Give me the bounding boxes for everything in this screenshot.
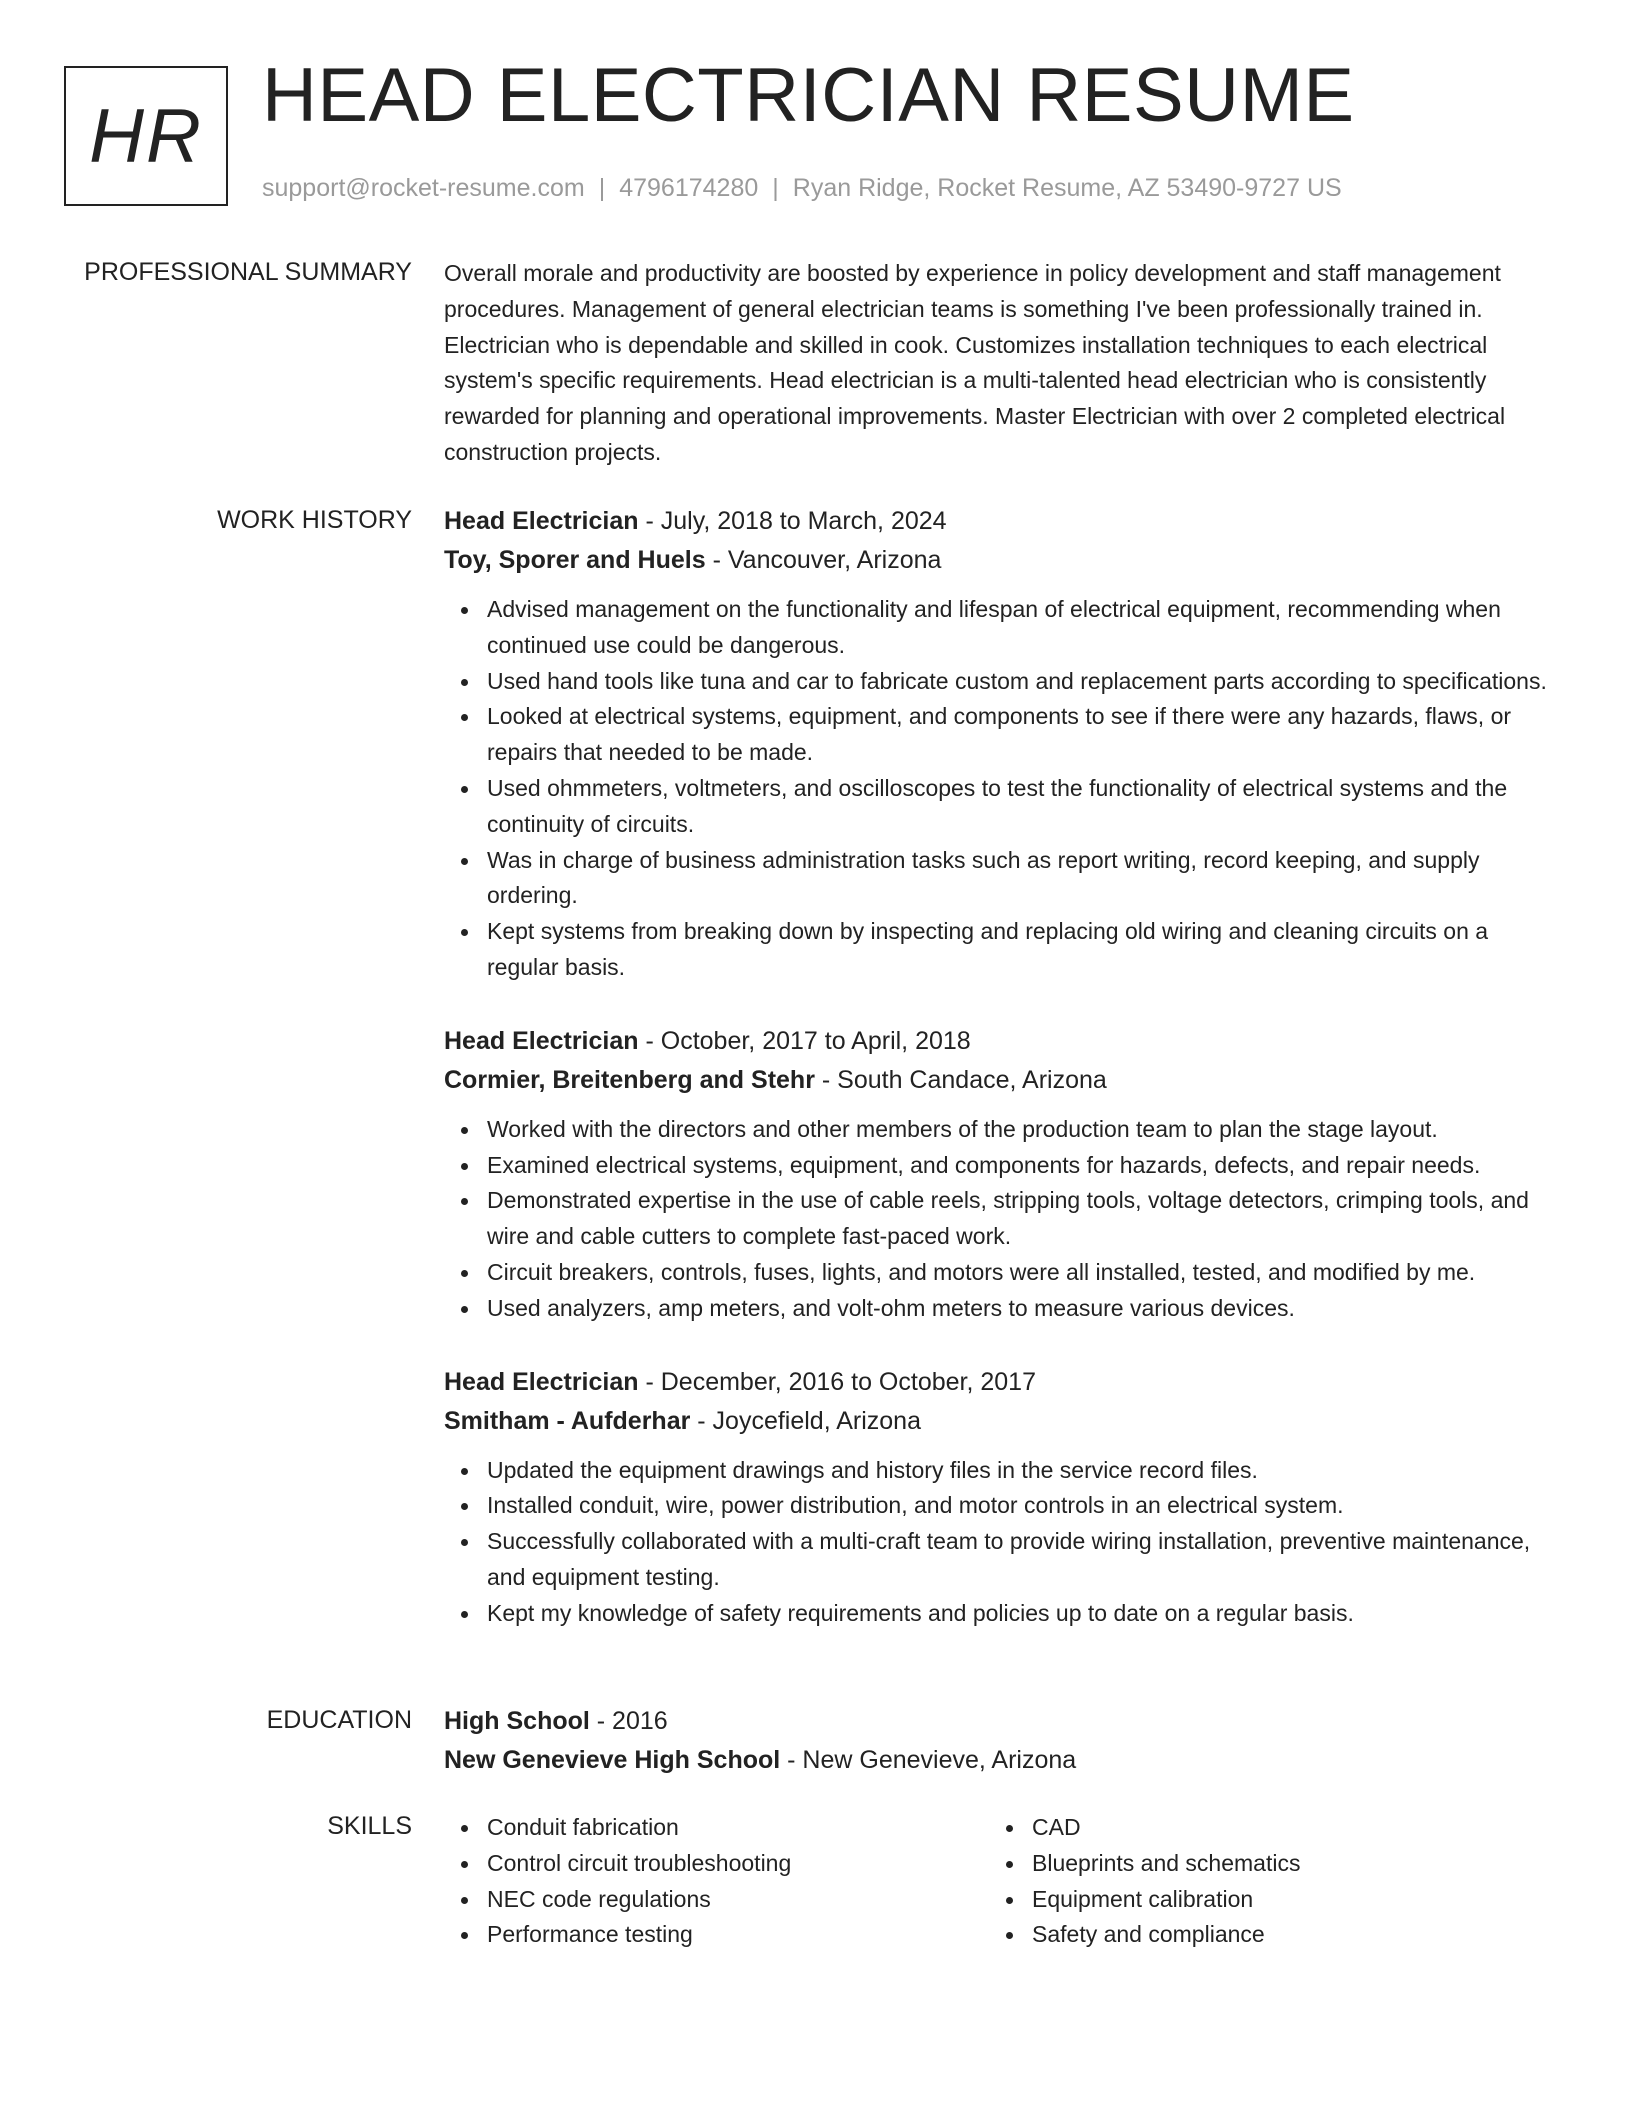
job-dates: - July, 2018 to March, 2024 (638, 507, 947, 535)
job-title-line (444, 1022, 1564, 1061)
summary-body (444, 256, 1564, 471)
skill-item: Blueprints and schematics (1032, 1846, 1534, 1882)
job-company: Cormier, Breitenberg and Stehr (444, 1065, 815, 1094)
job-title: Head Electrician (444, 1026, 639, 1055)
job-company: Toy, Sporer and Huels (444, 546, 706, 574)
job-bullet: Installed conduit, wire, power distribution, and motor controls in an electrical system. (487, 1488, 1564, 1524)
work-history-body (444, 502, 1564, 1668)
job-bullets (444, 592, 1564, 986)
education-degree-line (444, 1702, 1564, 1741)
job-company-line (444, 1402, 1564, 1441)
education-degree: High School (444, 1707, 590, 1735)
skills-grid (444, 1810, 1564, 1953)
job-bullet: Kept systems from breaking down by inspecting and replacing old wiring and cleaning circuits on a regular basis. (487, 914, 1564, 986)
skills-list (444, 1810, 989, 1953)
job-bullets (444, 1112, 1564, 1327)
job-dates: - October, 2017 to April, 2018 (638, 1026, 971, 1055)
job-bullet: Used hand tools like tuna and car to fabricate custom and replacement parts according to specifications. (487, 664, 1564, 700)
contact-address: Ryan Ridge, Rocket Resume, AZ 53490-9727 US (792, 174, 1342, 202)
skill-item: Safety and compliance (1032, 1917, 1534, 1953)
job-title: Head Electrician (444, 507, 639, 535)
job-bullet: Looked at electrical systems, equipment, and components to see if there were any hazards, flaws, or repairs that needed to be made. (487, 699, 1564, 771)
job-bullet: Used ohmmeters, voltmeters, and oscilloscopes to test the functionality of electrical systems and the continuity of circuits. (487, 771, 1564, 843)
job-bullet: Was in charge of business administration tasks such as report writing, record keeping, and supply ordering. (487, 843, 1564, 915)
section-label-education: EDUCATION (266, 1706, 412, 1734)
job-bullet: Updated the equipment drawings and history files in the service record files. (487, 1453, 1564, 1489)
education-year: - 2016 (589, 1707, 668, 1735)
skill-item: Equipment calibration (1032, 1882, 1534, 1918)
education-location: - New Genevieve, Arizona (780, 1746, 1077, 1774)
job-location: - Joycefield, Arizona (690, 1406, 921, 1435)
skill-item: Control circuit troubleshooting (487, 1846, 989, 1882)
resume-title: HEAD ELECTRICIAN RESUME (262, 53, 1355, 138)
contact-separator: | (772, 174, 779, 202)
skill-item: Performance testing (487, 1917, 989, 1953)
job-bullet: Demonstrated expertise in the use of cable reels, stripping tools, voltage detectors, crimping tools, and wire and cable cutters to complete fast-paced work. (487, 1183, 1564, 1255)
job-bullets (444, 1453, 1564, 1632)
skill-item: CAD (1032, 1810, 1534, 1846)
job-company-line (444, 541, 1564, 580)
job-company-line (444, 1061, 1564, 1100)
job-entry (444, 1022, 1564, 1327)
job-location: - Vancouver, Arizona (705, 546, 942, 574)
contact-line (262, 174, 1342, 203)
job-entry (444, 1363, 1564, 1632)
section-label-skills: SKILLS (327, 1812, 412, 1840)
job-title: Head Electrician (444, 1367, 639, 1396)
section-label-summary: PROFESSIONAL SUMMARY (84, 258, 412, 286)
job-bullet: Examined electrical systems, equipment, and components for hazards, defects, and repair needs. (487, 1148, 1564, 1184)
contact-email[interactable]: support@rocket-resume.com (262, 174, 585, 202)
job-bullet: Circuit breakers, controls, fuses, lights, and motors were all installed, tested, and modified by me. (487, 1255, 1564, 1291)
skills-column-left (444, 1810, 989, 1953)
skills-body (444, 1810, 1564, 1953)
contact-phone[interactable]: 4796174280 (619, 174, 759, 202)
job-dates: - December, 2016 to October, 2017 (638, 1367, 1036, 1396)
job-title-line (444, 502, 1564, 541)
education-school-line (444, 1741, 1564, 1780)
job-title-line (444, 1363, 1564, 1402)
job-bullet: Successfully collaborated with a multi-craft team to provide wiring installation, preventive maintenance, and equipment testing. (487, 1524, 1564, 1596)
skills-list (989, 1810, 1534, 1953)
education-school: New Genevieve High School (444, 1746, 781, 1774)
summary-text: Overall morale and productivity are boosted by experience in policy development and staff management procedures. Management of general electrician teams is something I've been professionally trained in. Electrician who is dependable and skilled in cook. Customizes installation techniques to each electrical system's specific requirements. Head electrician is a multi-talented head electrician who is consistently rewarded for planning and operational improvements. Master Electrician with over 2 completed electrical construction projects. (444, 260, 1506, 465)
job-location: - South Candace, Arizona (814, 1065, 1107, 1094)
job-company: Smitham - Aufderhar (444, 1406, 691, 1435)
job-bullet: Advised management on the functionality and lifespan of electrical equipment, recommending when continued use could be dangerous. (487, 592, 1564, 664)
skill-item: NEC code regulations (487, 1882, 989, 1918)
section-label-work-history: WORK HISTORY (217, 506, 412, 534)
job-bullet: Kept my knowledge of safety requirements and policies up to date on a regular basis. (487, 1596, 1564, 1632)
skills-column-right (989, 1810, 1534, 1953)
monogram-initials: HR (89, 93, 203, 179)
job-bullet: Worked with the directors and other members of the production team to plan the stage layout. (487, 1112, 1564, 1148)
contact-separator: | (598, 174, 606, 202)
job-bullet: Used analyzers, amp meters, and volt-ohm meters to measure various devices. (487, 1291, 1564, 1327)
education-body (444, 1702, 1564, 1780)
job-entry (444, 502, 1564, 986)
monogram-box (64, 66, 228, 206)
skill-item: Conduit fabrication (487, 1810, 989, 1846)
